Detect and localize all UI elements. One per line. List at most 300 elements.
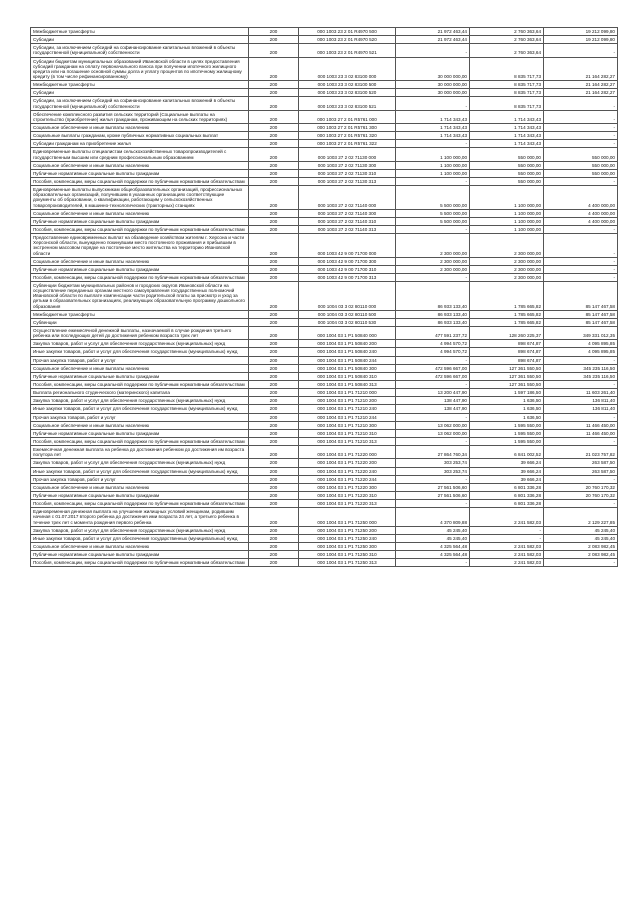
- table-row: [31, 340, 618, 348]
- row-code-cell: 200: [249, 381, 299, 389]
- row-name-cell: Межбюджетные трансферты: [31, 28, 249, 36]
- executed-amount-cell: 128 260 225,37: [470, 327, 544, 340]
- row-code-cell: 200: [249, 372, 299, 380]
- row-name-cell: Закупка товаров, работ и услуг для обеспечения государственных (муниципальных) нужд: [31, 526, 249, 534]
- row-name-cell: Единовременные выплаты выпускникам общеобразовательных организаций, профессиональных образовательных организаций, получившим в указанных организациях соответствующие документы об образовании, о квалификации, работающим у сельскохозяйственных товаропроизводителей, в машинно-технологических (тракторных) станциях: [31, 186, 249, 210]
- approved-amount-cell: 86 933 133,40: [396, 318, 470, 326]
- unexecuted-amount-cell: 11 603 261,40: [544, 389, 618, 397]
- row-code-cell: 200: [249, 438, 299, 446]
- row-code-cell: 200: [249, 110, 299, 123]
- row-name-cell: Субсидии, за исключением субсидий на софинансирование капитальных вложений в объекты государственной (муниципальной) собственности: [31, 97, 249, 110]
- unexecuted-amount-cell: 4 400 000,00: [544, 186, 618, 210]
- executed-amount-cell: 1 100 000,00: [470, 225, 544, 233]
- budget-classification-code-cell: 000 1004 03 1 P1 71210 244: [299, 413, 396, 421]
- row-code-cell: 200: [249, 273, 299, 281]
- budget-classification-code-cell: 000 1004 03 3 02 80110 530: [299, 318, 396, 326]
- approved-amount-cell: -: [396, 500, 470, 508]
- unexecuted-amount-cell: 11 466 450,00: [544, 429, 618, 437]
- unexecuted-amount-cell: -: [544, 97, 618, 110]
- executed-amount-cell: 6 801 336,28: [470, 492, 544, 500]
- unexecuted-amount-cell: 21 023 757,82: [544, 446, 618, 459]
- budget-classification-code-cell: 000 1004 03 1 P1 71210 000: [299, 389, 396, 397]
- unexecuted-amount-cell: -: [544, 177, 618, 185]
- executed-amount-cell: 2 760 363,64: [470, 28, 544, 36]
- executed-amount-cell: 550 000,00: [470, 169, 544, 177]
- executed-amount-cell: 2 241 582,03: [470, 508, 544, 526]
- row-name-cell: Единовременные выплаты специалистам сельскохозяйственных товаропроизводителей с государственным высшим или средним профессиональным образованием: [31, 148, 249, 161]
- approved-amount-cell: 21 972 463,44: [396, 36, 470, 44]
- table-row: [31, 123, 618, 131]
- approved-amount-cell: 5 500 000,00: [396, 209, 470, 217]
- unexecuted-amount-cell: -: [544, 356, 618, 364]
- row-name-cell: Пособия, компенсации, меры социальной поддержки по публичным нормативным обязательствам: [31, 273, 249, 281]
- row-name-cell: Обеспечение комплексного развития сельских территорий (Социальные выплаты на строительство (приобретение) жилья гражданам, проживающим на сельских территориях): [31, 110, 249, 123]
- table-row: [31, 234, 618, 258]
- approved-amount-cell: 1 100 000,00: [396, 161, 470, 169]
- row-code-cell: 200: [249, 534, 299, 542]
- row-name-cell: Прочая закупка товаров, работ и услуг: [31, 475, 249, 483]
- unexecuted-amount-cell: 2 083 982,45: [544, 551, 618, 559]
- approved-amount-cell: -: [396, 140, 470, 148]
- approved-amount-cell: 4 994 570,72: [396, 340, 470, 348]
- budget-classification-code-cell: 000 1004 03 1 P1 71250 240: [299, 534, 396, 542]
- row-code-cell: 200: [249, 327, 299, 340]
- table-row: [31, 508, 618, 526]
- row-name-cell: Предоставление единовременных выплат на обзаведение хозяйством жителям г. Херсона и части Херсонской области, вынужденно покинувшим место постоянного проживания и прибывшим в экстренном массовом порядке на постоянное место жительства на территорию Ивановской области: [31, 234, 249, 258]
- table-row: [31, 397, 618, 405]
- unexecuted-amount-cell: 550 000,00: [544, 161, 618, 169]
- budget-classification-code-cell: 000 1004 03 1 P1 71210 200: [299, 397, 396, 405]
- row-code-cell: 200: [249, 282, 299, 311]
- table-row: [31, 389, 618, 397]
- unexecuted-amount-cell: -: [544, 132, 618, 140]
- executed-amount-cell: 1 595 550,00: [470, 438, 544, 446]
- unexecuted-amount-cell: 85 147 467,58: [544, 282, 618, 311]
- row-name-cell: Пособия, компенсации, меры социальной поддержки по публичным нормативным обязательствам: [31, 438, 249, 446]
- unexecuted-amount-cell: 4 095 895,85: [544, 340, 618, 348]
- unexecuted-amount-cell: -: [544, 413, 618, 421]
- row-name-cell: Публичные нормативные социальные выплаты гражданам: [31, 551, 249, 559]
- row-code-cell: 200: [249, 340, 299, 348]
- budget-classification-code-cell: 000 1004 03 1 P1 50840 313: [299, 381, 396, 389]
- table-row: [31, 28, 618, 36]
- executed-amount-cell: 1 785 665,82: [470, 318, 544, 326]
- row-name-cell: Межбюджетные трансферты: [31, 81, 249, 89]
- table-row: [31, 161, 618, 169]
- row-code-cell: 200: [249, 217, 299, 225]
- budget-classification-code-cell: 000 1004 03 1 P1 71220 000: [299, 446, 396, 459]
- table-row: [31, 209, 618, 217]
- budget-classification-code-cell: 000 1004 03 1 P1 71220 300: [299, 483, 396, 491]
- table-row: [31, 475, 618, 483]
- approved-amount-cell: 30 000 000,00: [396, 81, 470, 89]
- approved-amount-cell: 30 000 000,00: [396, 89, 470, 97]
- executed-amount-cell: 1 595 550,00: [470, 421, 544, 429]
- unexecuted-amount-cell: -: [544, 225, 618, 233]
- row-code-cell: 200: [249, 177, 299, 185]
- executed-amount-cell: 1 636,50: [470, 405, 544, 413]
- executed-amount-cell: 127 361 550,50: [470, 381, 544, 389]
- row-code-cell: 200: [249, 169, 299, 177]
- row-code-cell: 200: [249, 36, 299, 44]
- row-name-cell: Социальное обеспечение и иные выплаты населению: [31, 161, 249, 169]
- unexecuted-amount-cell: -: [544, 438, 618, 446]
- unexecuted-amount-cell: 85 147 467,58: [544, 318, 618, 326]
- row-name-cell: Осуществление ежемесячной денежной выплаты, назначаемой в случае рождения третьего ребенка или последующих детей до достижения ребенком возраста трех лет: [31, 327, 249, 340]
- executed-amount-cell: 1 100 000,00: [470, 209, 544, 217]
- row-code-cell: 200: [249, 500, 299, 508]
- row-name-cell: Закупка товаров, работ и услуг для обеспечения государственных (муниципальных) нужд: [31, 459, 249, 467]
- table-row: [31, 534, 618, 542]
- table-row: [31, 186, 618, 210]
- table-row: [31, 372, 618, 380]
- row-name-cell: Иные закупки товаров, работ и услуг для обеспечения государственных (муниципальных) нужд: [31, 348, 249, 356]
- approved-amount-cell: 13 200 447,90: [396, 389, 470, 397]
- budget-classification-code-cell: 000 1004 03 1 P1 71220 200: [299, 459, 396, 467]
- approved-amount-cell: 5 500 000,00: [396, 217, 470, 225]
- approved-amount-cell: -: [396, 413, 470, 421]
- budget-classification-code-cell: 000 1003 27 2 02 71140 000: [299, 186, 396, 210]
- row-code-cell: 200: [249, 28, 299, 36]
- unexecuted-amount-cell: 136 811,40: [544, 397, 618, 405]
- unexecuted-amount-cell: 11 466 450,00: [544, 421, 618, 429]
- row-code-cell: 200: [249, 186, 299, 210]
- approved-amount-cell: 4 994 570,72: [396, 348, 470, 356]
- executed-amount-cell: 1 595 550,00: [470, 429, 544, 437]
- budget-classification-code-cell: 000 1004 03 1 P1 71210 310: [299, 429, 396, 437]
- row-name-cell: Межбюджетные трансферты: [31, 310, 249, 318]
- row-name-cell: Субвенции: [31, 318, 249, 326]
- executed-amount-cell: 550 000,00: [470, 177, 544, 185]
- executed-amount-cell: -: [470, 526, 544, 534]
- table-row: [31, 364, 618, 372]
- row-code-cell: 200: [249, 140, 299, 148]
- row-code-cell: 200: [249, 57, 299, 81]
- table-row: [31, 89, 618, 97]
- row-name-cell: Публичные нормативные социальные выплаты гражданам: [31, 372, 249, 380]
- budget-classification-code-cell: 000 1003 27 2 01 R5761 300: [299, 123, 396, 131]
- table-row: [31, 500, 618, 508]
- budget-classification-code-cell: 000 1003 42 9 00 71700 300: [299, 257, 396, 265]
- table-row: [31, 36, 618, 44]
- unexecuted-amount-cell: -: [544, 234, 618, 258]
- table-row: [31, 97, 618, 110]
- row-code-cell: 200: [249, 318, 299, 326]
- budget-classification-code-cell: 000 1004 03 1 P1 71210 240: [299, 405, 396, 413]
- row-name-cell: Прочая закупка товаров, работ и услуг: [31, 356, 249, 364]
- budget-classification-code-cell: 000 1003 42 9 00 71700 000: [299, 234, 396, 258]
- table-body: [31, 28, 618, 567]
- row-name-cell: Социальное обеспечение и иные выплаты населению: [31, 364, 249, 372]
- approved-amount-cell: 1 100 000,00: [396, 148, 470, 161]
- unexecuted-amount-cell: -: [544, 475, 618, 483]
- unexecuted-amount-cell: 20 760 170,32: [544, 483, 618, 491]
- executed-amount-cell: 8 835 717,73: [470, 97, 544, 110]
- row-code-cell: 200: [249, 97, 299, 110]
- approved-amount-cell: 303 253,74: [396, 459, 470, 467]
- approved-amount-cell: 13 062 000,00: [396, 421, 470, 429]
- row-name-cell: Публичные нормативные социальные выплаты гражданам: [31, 492, 249, 500]
- row-name-cell: Субвенции бюджетам муниципальных районов и городских округов Ивановской области на осуществление переданных органам местного самоуправления государственных полномочий Ивановской области по выплате компенсации части родительской платы за присмотр и уход за детьми в образовательных организациях, реализующих образовательную программу дошкольного образования: [31, 282, 249, 311]
- row-name-cell: Субсидии: [31, 36, 249, 44]
- unexecuted-amount-cell: 45 245,40: [544, 534, 618, 542]
- table-row: [31, 57, 618, 81]
- budget-classification-code-cell: 000 1003 23 2 01 R4970 521: [299, 44, 396, 57]
- approved-amount-cell: 45 245,40: [396, 534, 470, 542]
- row-code-cell: 200: [249, 161, 299, 169]
- row-name-cell: Закупка товаров, работ и услуг для обеспечения государственных (муниципальных) нужд: [31, 397, 249, 405]
- table-row: [31, 459, 618, 467]
- executed-amount-cell: 1 100 000,00: [470, 217, 544, 225]
- budget-classification-code-cell: 000 1003 27 2 01 R5761 320: [299, 132, 396, 140]
- table-row: [31, 265, 618, 273]
- row-name-cell: Пособия, компенсации, меры социальной поддержки по публичным нормативным обязательствам: [31, 559, 249, 567]
- budget-classification-code-cell: 000 1003 27 2 02 71140 310: [299, 217, 396, 225]
- table-row: [31, 225, 618, 233]
- table-row: [31, 44, 618, 57]
- table-row: [31, 356, 618, 364]
- row-code-cell: 200: [249, 526, 299, 534]
- table-row: [31, 273, 618, 281]
- row-code-cell: 200: [249, 148, 299, 161]
- row-code-cell: 200: [249, 559, 299, 567]
- unexecuted-amount-cell: -: [544, 559, 618, 567]
- budget-classification-code-cell: 000 1003 27 2 02 71140 300: [299, 209, 396, 217]
- executed-amount-cell: 8 835 717,73: [470, 57, 544, 81]
- approved-amount-cell: 1 714 343,43: [396, 132, 470, 140]
- budget-classification-code-cell: 000 1004 03 1 P1 50840 244: [299, 356, 396, 364]
- approved-amount-cell: -: [396, 177, 470, 185]
- executed-amount-cell: 2 241 582,03: [470, 559, 544, 567]
- approved-amount-cell: 1 714 343,43: [396, 110, 470, 123]
- executed-amount-cell: 898 674,87: [470, 348, 544, 356]
- executed-amount-cell: 1 597 186,50: [470, 389, 544, 397]
- row-name-cell: Публичные нормативные социальные выплаты гражданам: [31, 429, 249, 437]
- approved-amount-cell: -: [396, 475, 470, 483]
- budget-classification-code-cell: 000 1003 42 9 00 71700 313: [299, 273, 396, 281]
- row-name-cell: Иные закупки товаров, работ и услуг для обеспечения государственных (муниципальных) нужд: [31, 467, 249, 475]
- table-row: [31, 551, 618, 559]
- row-name-cell: Социальные выплаты гражданам, кроме публичных нормативных социальных выплат: [31, 132, 249, 140]
- budget-classification-code-cell: 000 1003 27 2 01 R5761 000: [299, 110, 396, 123]
- budget-classification-code-cell: 000 1004 03 1 P1 71210 313: [299, 438, 396, 446]
- executed-amount-cell: 898 674,87: [470, 340, 544, 348]
- table-row: [31, 559, 618, 567]
- table-row: [31, 132, 618, 140]
- row-name-cell: Субсидии бюджетам муниципальных образований Ивановской области в целях предоставления субсидий гражданам на оплату первоначального взноса при получении ипотечного жилищного кредита или на погашение основной суммы долга и уплату процентов по ипотечному жилищному кредиту (в том числе рефинансированному): [31, 57, 249, 81]
- table-row: [31, 542, 618, 550]
- approved-amount-cell: 2 300 000,00: [396, 257, 470, 265]
- unexecuted-amount-cell: 349 331 012,35: [544, 327, 618, 340]
- executed-amount-cell: 6 801 336,28: [470, 483, 544, 491]
- approved-amount-cell: 4 325 564,48: [396, 542, 470, 550]
- table-row: [31, 413, 618, 421]
- executed-amount-cell: 898 674,87: [470, 356, 544, 364]
- approved-amount-cell: 5 500 000,00: [396, 186, 470, 210]
- unexecuted-amount-cell: 20 760 170,32: [544, 492, 618, 500]
- row-code-cell: 200: [249, 364, 299, 372]
- unexecuted-amount-cell: 19 212 099,80: [544, 28, 618, 36]
- row-name-cell: Социальное обеспечение и иные выплаты населению: [31, 209, 249, 217]
- executed-amount-cell: -: [470, 534, 544, 542]
- executed-amount-cell: 550 000,00: [470, 148, 544, 161]
- row-code-cell: 200: [249, 483, 299, 491]
- row-name-cell: Иные закупки товаров, работ и услуг для обеспечения государственных (муниципальных) нужд: [31, 405, 249, 413]
- approved-amount-cell: 477 591 237,72: [396, 327, 470, 340]
- row-code-cell: 200: [249, 459, 299, 467]
- row-name-cell: Пособия, компенсации, меры социальной поддержки по публичным нормативным обязательствам: [31, 500, 249, 508]
- row-code-cell: 200: [249, 209, 299, 217]
- table-row: [31, 217, 618, 225]
- row-code-cell: 200: [249, 356, 299, 364]
- budget-classification-code-cell: 000 1003 27 2 02 71140 313: [299, 225, 396, 233]
- approved-amount-cell: -: [396, 381, 470, 389]
- executed-amount-cell: 2 300 000,00: [470, 257, 544, 265]
- executed-amount-cell: 1 714 343,43: [470, 140, 544, 148]
- row-code-cell: 200: [249, 542, 299, 550]
- approved-amount-cell: 86 933 133,40: [396, 282, 470, 311]
- executed-amount-cell: 1 785 665,82: [470, 282, 544, 311]
- row-name-cell: Публичные нормативные социальные выплаты гражданам: [31, 217, 249, 225]
- approved-amount-cell: 45 245,40: [396, 526, 470, 534]
- budget-classification-code-cell: 000 1004 03 1 P1 50840 240: [299, 348, 396, 356]
- unexecuted-amount-cell: 21 164 282,27: [544, 57, 618, 81]
- unexecuted-amount-cell: 263 587,50: [544, 459, 618, 467]
- budget-classification-code-cell: 000 1004 03 1 P1 71250 000: [299, 508, 396, 526]
- executed-amount-cell: 1 636,50: [470, 413, 544, 421]
- approved-amount-cell: -: [396, 97, 470, 110]
- unexecuted-amount-cell: -: [544, 123, 618, 131]
- executed-amount-cell: 2 300 000,00: [470, 234, 544, 258]
- unexecuted-amount-cell: -: [544, 140, 618, 148]
- row-code-cell: 200: [249, 467, 299, 475]
- budget-classification-code-cell: 000 1004 03 1 P1 50840 310: [299, 372, 396, 380]
- budget-classification-code-cell: 000 1003 42 9 00 71700 310: [299, 265, 396, 273]
- approved-amount-cell: 21 972 463,44: [396, 28, 470, 36]
- executed-amount-cell: 2 241 582,03: [470, 542, 544, 550]
- budget-report-page: [30, 27, 617, 567]
- row-code-cell: 200: [249, 397, 299, 405]
- executed-amount-cell: 6 801 336,28: [470, 500, 544, 508]
- row-code-cell: 200: [249, 44, 299, 57]
- row-name-cell: Публичные нормативные социальные выплаты гражданам: [31, 265, 249, 273]
- table-row: [31, 177, 618, 185]
- executed-amount-cell: 2 300 000,00: [470, 265, 544, 273]
- table-row: [31, 438, 618, 446]
- budget-classification-code-cell: 000 1003 27 2 02 71130 310: [299, 169, 396, 177]
- table-row: [31, 526, 618, 534]
- budget-classification-code-cell: 000 1003 23 3 02 83100 000: [299, 57, 396, 81]
- budget-classification-code-cell: 000 1004 03 3 02 80110 000: [299, 282, 396, 311]
- table-row: [31, 348, 618, 356]
- unexecuted-amount-cell: 345 235 116,50: [544, 372, 618, 380]
- table-row: [31, 483, 618, 491]
- unexecuted-amount-cell: -: [544, 110, 618, 123]
- row-code-cell: 200: [249, 234, 299, 258]
- row-code-cell: 200: [249, 310, 299, 318]
- row-code-cell: 200: [249, 348, 299, 356]
- budget-classification-code-cell: 000 1004 03 1 P1 71250 300: [299, 542, 396, 550]
- table-row: [31, 81, 618, 89]
- table-row: [31, 492, 618, 500]
- row-code-cell: 200: [249, 508, 299, 526]
- executed-amount-cell: 1 714 343,43: [470, 132, 544, 140]
- row-name-cell: Социальное обеспечение и иные выплаты населению: [31, 123, 249, 131]
- row-code-cell: 200: [249, 429, 299, 437]
- row-code-cell: 200: [249, 265, 299, 273]
- budget-classification-code-cell: 000 1003 27 2 02 71130 313: [299, 177, 396, 185]
- approved-amount-cell: 1 100 000,00: [396, 169, 470, 177]
- table-row: [31, 310, 618, 318]
- row-name-cell: Закупка товаров, работ и услуг для обеспечения государственных (муниципальных) нужд: [31, 340, 249, 348]
- executed-amount-cell: 1 714 343,43: [470, 110, 544, 123]
- row-code-cell: 200: [249, 475, 299, 483]
- row-name-cell: Пособия, компенсации, меры социальной поддержки по публичным нормативным обязательствам: [31, 225, 249, 233]
- unexecuted-amount-cell: 550 000,00: [544, 148, 618, 161]
- row-name-cell: Субсидии гражданам на приобретение жилья: [31, 140, 249, 148]
- row-code-cell: 200: [249, 225, 299, 233]
- unexecuted-amount-cell: 21 164 282,27: [544, 89, 618, 97]
- unexecuted-amount-cell: 45 245,40: [544, 526, 618, 534]
- budget-classification-code-cell: 000 1004 03 1 P1 71250 313: [299, 559, 396, 567]
- row-name-cell: Прочая закупка товаров, работ и услуг: [31, 413, 249, 421]
- table-row: [31, 110, 618, 123]
- approved-amount-cell: 4 325 564,48: [396, 551, 470, 559]
- approved-amount-cell: -: [396, 273, 470, 281]
- table-row: [31, 257, 618, 265]
- table-row: [31, 405, 618, 413]
- unexecuted-amount-cell: 263 587,50: [544, 467, 618, 475]
- executed-amount-cell: 1 714 343,43: [470, 123, 544, 131]
- executed-amount-cell: 1 100 000,00: [470, 186, 544, 210]
- unexecuted-amount-cell: 85 147 467,58: [544, 310, 618, 318]
- unexecuted-amount-cell: 345 235 116,50: [544, 364, 618, 372]
- executed-amount-cell: 1 636,50: [470, 397, 544, 405]
- row-name-cell: Пособия, компенсации, меры социальной поддержки по публичным нормативным обязательствам: [31, 381, 249, 389]
- approved-amount-cell: 86 933 133,40: [396, 310, 470, 318]
- unexecuted-amount-cell: -: [544, 273, 618, 281]
- row-name-cell: Социальное обеспечение и иные выплаты населению: [31, 483, 249, 491]
- executed-amount-cell: 39 666,24: [470, 475, 544, 483]
- unexecuted-amount-cell: 19 212 099,80: [544, 36, 618, 44]
- row-code-cell: 200: [249, 492, 299, 500]
- approved-amount-cell: -: [396, 44, 470, 57]
- budget-classification-code-cell: 000 1003 23 2 01 R4970 500: [299, 28, 396, 36]
- unexecuted-amount-cell: -: [544, 257, 618, 265]
- table-row: [31, 467, 618, 475]
- table-row: [31, 421, 618, 429]
- budget-classification-code-cell: 000 1004 03 1 P1 50840 300: [299, 364, 396, 372]
- row-name-cell: Социальное обеспечение и иные выплаты населению: [31, 257, 249, 265]
- unexecuted-amount-cell: -: [544, 381, 618, 389]
- budget-classification-code-cell: 000 1003 23 3 02 83100 500: [299, 81, 396, 89]
- row-name-cell: Публичные нормативные социальные выплаты гражданам: [31, 169, 249, 177]
- row-name-cell: Выплата регионального студенческого (материнского) капитала: [31, 389, 249, 397]
- row-name-cell: Иные закупки товаров, работ и услуг для обеспечения государственных (муниципальных) нужд: [31, 534, 249, 542]
- unexecuted-amount-cell: 4 400 000,00: [544, 217, 618, 225]
- budget-classification-code-cell: 000 1004 03 3 02 80110 500: [299, 310, 396, 318]
- table-row: [31, 169, 618, 177]
- row-code-cell: 200: [249, 389, 299, 397]
- executed-amount-cell: 127 361 550,50: [470, 364, 544, 372]
- table-row: [31, 381, 618, 389]
- unexecuted-amount-cell: 21 164 282,27: [544, 81, 618, 89]
- approved-amount-cell: 13 062 000,00: [396, 429, 470, 437]
- budget-classification-code-cell: 000 1004 03 1 P1 71250 200: [299, 526, 396, 534]
- approved-amount-cell: 1 714 343,43: [396, 123, 470, 131]
- executed-amount-cell: 8 835 717,73: [470, 89, 544, 97]
- row-code-cell: 200: [249, 413, 299, 421]
